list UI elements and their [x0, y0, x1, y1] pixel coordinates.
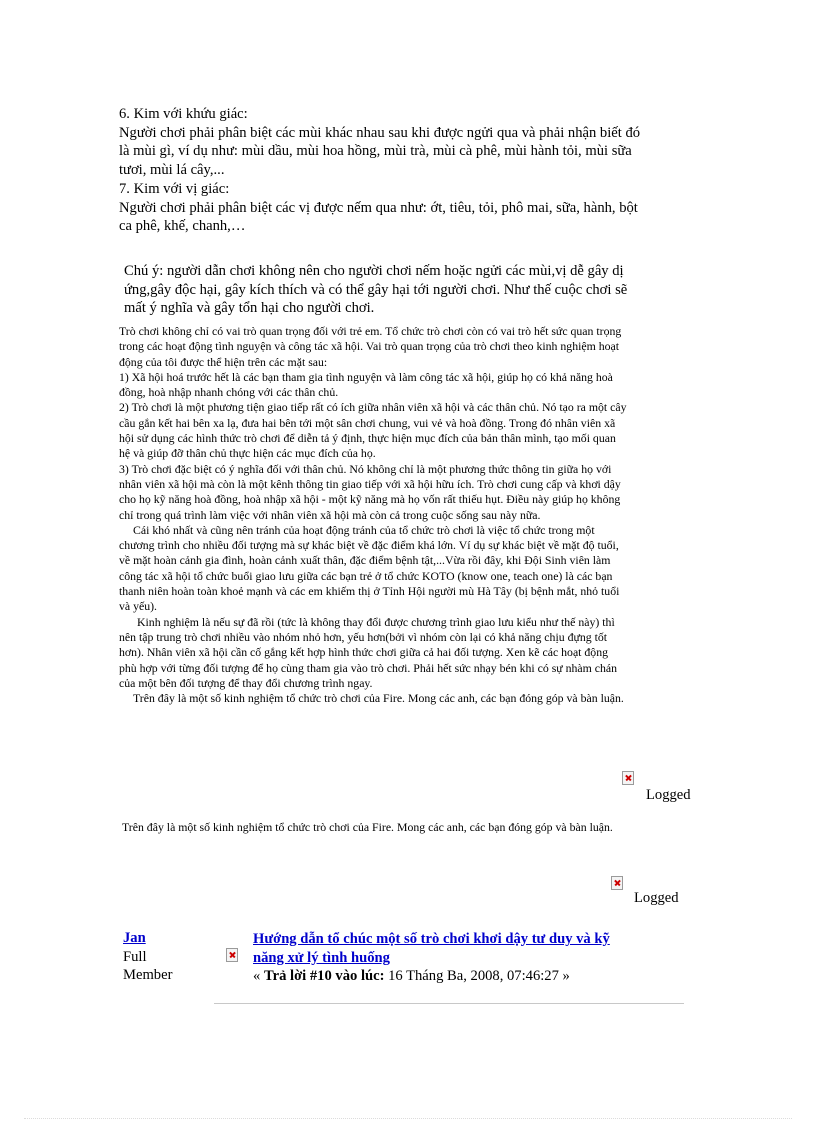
point-1-line: đồng, hoà nhập nhanh chóng với các thân chủ. [119, 385, 339, 400]
section-smell-line: tươi, mùi lá cây,... [119, 161, 225, 178]
post-author-block [123, 929, 172, 985]
note-line: mất ý nghĩa và gây tổn hại cho người chơi. [124, 300, 375, 317]
section-taste-line: Người chơi phải phân biệt các vị được nếm qua như: ớt, tiêu, tỏi, phô mai, sữa, hành, bột [119, 199, 638, 216]
difficulty-line: thanh niên hoàn toàn khoẻ mạnh và các em khiếm thị ở Tỉnh Hội người mù Hà Tây (bị bệnh mắt, nhỏ tuổi [119, 584, 620, 599]
author-rank-line: Full [123, 948, 147, 965]
post-icon [226, 948, 238, 967]
difficulty-line: công tác xã hội tổ chức buổi giao lưu giữa các bạn trẻ ở tổ chức KOTO (know one, teach one) là các bạn [119, 568, 613, 583]
difficulty-line: Cái khó nhất và cũng nên tránh của hoạt động tránh của tổ chức trò chơi là việc tổ chức trong một [133, 522, 595, 537]
reply-open: « [253, 968, 264, 985]
experience-line: Kinh nghiệm là nếu sự đã rồi (tức là không thay đổi được chương trình giao lưu kiểu như thế này) thì [137, 614, 615, 629]
author-rank-line: Member [123, 967, 173, 984]
experience-line: nên tập trung trò chơi nhiều vào nhóm nhỏ hơn, yếu hơn(bởi vì nhóm còn lại có khả năng chịu đựng tốt [119, 629, 608, 644]
difficulty-line: về mặt hoàn cảnh gia đình, hoàn cảnh xuất thân, đặc điểm bệnh tật,...Vừa rồi đây, khi Đội Sinh viên làm [119, 553, 611, 568]
experience-line: của một bên đối tượng để thay đổi chương trình ngay. [119, 675, 373, 690]
section-taste [119, 180, 699, 236]
reply-label: Trả lời #10 vào lúc: [263, 968, 385, 985]
logged-label-2: Logged [634, 890, 679, 906]
difficulty-line: và yếu). [119, 599, 157, 614]
note-paragraph [124, 262, 699, 318]
post-divider [214, 1003, 684, 1004]
experience-line: hơn). Nhân viên xã hội cần cố gắng kết hợp hình thức chơi giữa cả hai đối tượng. Xen kẽ các hoạt động [119, 645, 609, 660]
point-3-line: nhân viên xã hội mà còn là một kênh thông tin giao tiếp với xã hội hữu ích. Trò chơi cung cấp và khơi dậy [119, 476, 621, 491]
point-3-line: 3) Trò chơi đặc biệt có ý nghĩa đối với thân chủ. Nó không chỉ là một phương thức thông tin giữa họ với [119, 461, 612, 476]
page-bottom-rule [24, 1118, 792, 1119]
reply-info [253, 967, 693, 986]
intro-line: trong các hoạt động tình nguyện và công tác xã hội. Vai trò quan trọng của trò chơi theo kinh nghiệm hoạt [119, 339, 620, 354]
point-3-line: chỉ trong quá trình làm việc với nhân viên xã hội mà còn cả trong cuộc sống sau này nữa. [119, 507, 541, 522]
experience-line: phù hợp với từng đối tượng để họ cùng tham gia vào trò chơi. Phải hết sức nhạy bén khi có sự nhàm chán [119, 660, 618, 675]
note-line: ứng,gây độc hại, gây kích thích và có thể gây hại tới người chơi. Như thế cuộc chơi sẽ [124, 281, 628, 298]
broken-image-icon [611, 876, 623, 890]
section-smell-line: là mùi gì, ví dụ như: mùi dầu, mùi hoa hồng, mùi trà, mùi cà phê, mùi hành tỏi, mùi sữa [119, 143, 632, 160]
point-2-line: 2) Trò chơi là một phương tiện giao tiếp rất có ích giữa nhân viên xã hội và các thân chủ. Nó tạo ra một cây [119, 400, 627, 415]
logged-indicator-1 [622, 771, 634, 790]
difficulty-line: chương trình cho nhiều đối tượng mà sự khác biệt về đặc điểm khá lớn. Ví dụ sự khác biệt về mặt độ tuổi, [119, 538, 619, 553]
point-1-line: 1) Xã hội hoá trước hết là các bạn tham gia tình nguyện và làm công tác xã hội, giúp họ có khả năng hoà [119, 369, 613, 384]
point-2-line: hội sử dụng các hình thức trò chơi để diễn tả ý định, thực hiện mục đích của bản thân mình, tạo mối quan [119, 431, 616, 446]
note-line: Chú ý: người dẫn chơi không nên cho người chơi nếm hoặc ngửi các mùi,vị dễ gây dị [124, 263, 624, 279]
intro-line: động của tôi được thể hiện trên các mặt sau: [119, 354, 328, 369]
section-taste-heading: 7. Kim với vị giác: [119, 181, 230, 197]
broken-image-icon [226, 948, 238, 962]
section-smell-line: Người chơi phải phân biệt các mùi khác nhau sau khi được ngửi qua và phải nhận biết đó [119, 124, 641, 141]
author-link[interactable]: Jan [123, 930, 146, 946]
logged-label-1: Logged [646, 787, 691, 803]
post-title-link[interactable]: Hướng dẫn tổ chúc một số trò chơi khơi dậy tư duy và kỹ [253, 931, 610, 947]
repeat-closing: Trên đây là một số kinh nghiệm tổ chức trò chơi của Fire. Mong các anh, các bạn đóng góp và bàn luận. [122, 820, 613, 834]
intro-line: Trò chơi không chỉ có vai trò quan trọng đối với trẻ em. Tổ chức trò chơi còn có vai trò hết sức quan trọng [119, 324, 622, 338]
section-smell-heading: 6. Kim với khứu giác: [119, 106, 248, 122]
post-title-link[interactable]: năng xử lý tình huống [253, 949, 390, 966]
broken-image-icon [622, 771, 634, 785]
closing-line: Trên đây là một số kinh nghiệm tổ chức trò chơi của Fire. Mong các anh, các bạn đóng góp và bàn luận. [133, 691, 624, 706]
logged-indicator-2 [611, 876, 623, 895]
post-header [253, 930, 693, 986]
article-body [119, 324, 703, 706]
section-smell [119, 105, 699, 179]
point-2-line: hệ và giúp đỡ thân chủ thực hiện các mục đích của họ. [119, 446, 376, 461]
section-taste-line: ca phê, khế, chanh,… [119, 218, 246, 235]
point-2-line: cầu gắn kết hai bên xa lạ, đưa hai bên tới một sân chơi chung, vui vẻ và hoà đồng. Trong đó nhân viên xã [119, 415, 616, 430]
reply-date: 16 Tháng Ba, 2008, 07:46:27 » [384, 968, 570, 985]
point-3-line: cho họ kỹ năng hoà đồng, hoà nhập xã hội - một kỹ năng mà họ vốn rất thiếu hụt. Điều này giúp họ không [119, 492, 621, 507]
